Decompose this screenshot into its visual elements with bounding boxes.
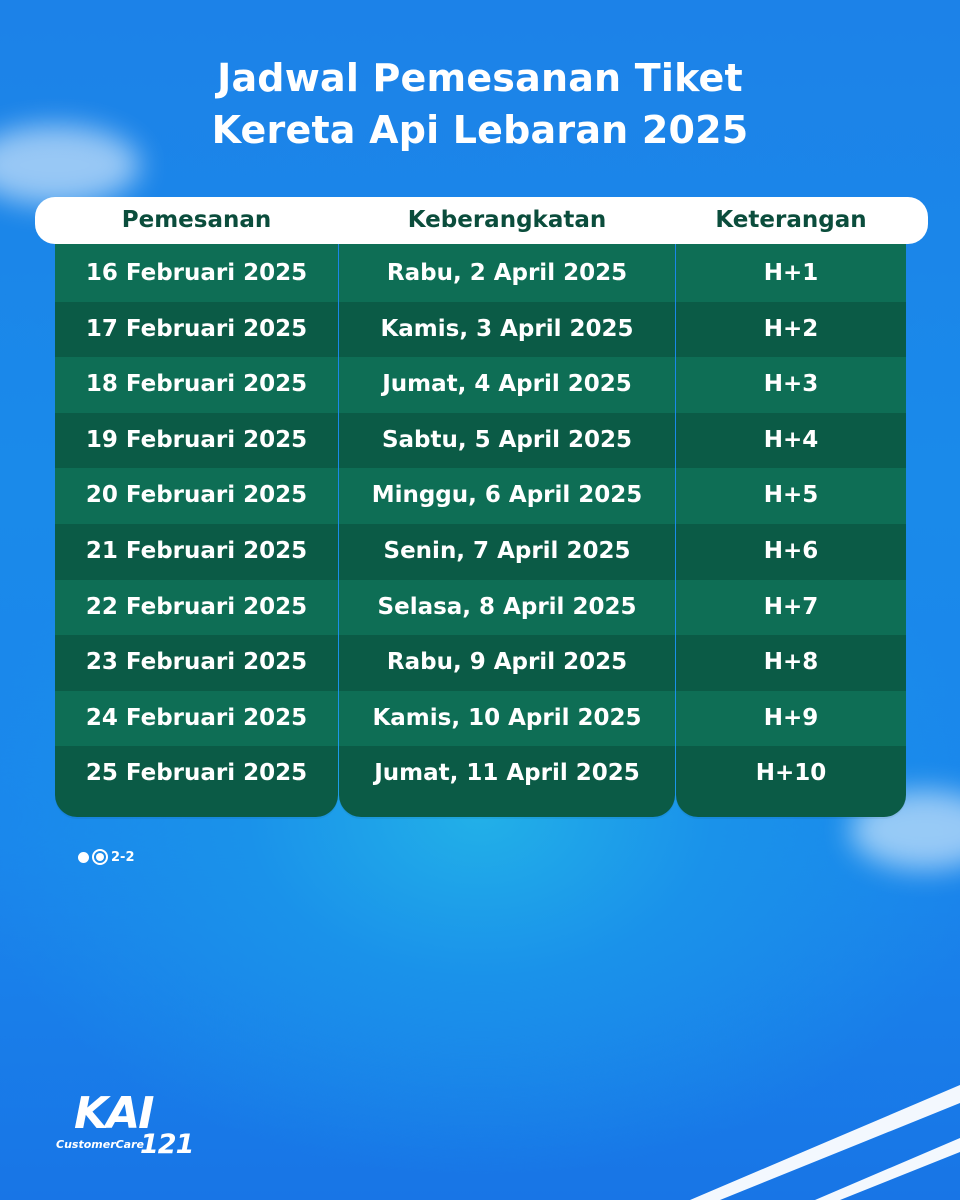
cell-keberangkatan: Minggu, 6 April 2025	[339, 468, 675, 524]
cell-pemesanan: 23 Februari 2025	[55, 635, 338, 691]
column-keberangkatan	[339, 225, 675, 817]
cell-pemesanan: 18 Februari 2025	[55, 357, 338, 413]
column-keterangan	[676, 225, 906, 817]
cell-keterangan: H+9	[676, 691, 906, 747]
logo-number: 121	[140, 1129, 194, 1160]
cell-keberangkatan: Kamis, 10 April 2025	[339, 691, 675, 747]
active-dot-icon	[92, 849, 108, 865]
cell-keberangkatan: Rabu, 2 April 2025	[339, 246, 675, 302]
dot-icon	[78, 852, 89, 863]
page-indicator-text: 2-2	[111, 849, 135, 865]
cell-pemesanan: 21 Februari 2025	[55, 524, 338, 580]
cell-pemesanan: 16 Februari 2025	[55, 246, 338, 302]
cell-pemesanan: 20 Februari 2025	[55, 468, 338, 524]
cell-keberangkatan: Senin, 7 April 2025	[339, 524, 675, 580]
cell-keberangkatan: Sabtu, 5 April 2025	[339, 413, 675, 469]
cell-pemesanan: 22 Februari 2025	[55, 580, 338, 636]
cell-keterangan: H+4	[676, 413, 906, 469]
cell-keterangan: H+2	[676, 302, 906, 358]
cell-pemesanan: 24 Februari 2025	[55, 691, 338, 747]
cell-keterangan: H+1	[676, 246, 906, 302]
cell-keterangan: H+6	[676, 524, 906, 580]
header-pemesanan: Pemesanan	[121, 207, 272, 233]
cell-keterangan: H+5	[676, 468, 906, 524]
cell-keterangan: H+8	[676, 635, 906, 691]
title-line-1: Jadwal Pemesanan Tiket	[217, 56, 743, 100]
cell-keberangkatan: Selasa, 8 April 2025	[339, 580, 675, 636]
header-keberangkatan: Keberangkatan	[407, 207, 607, 233]
cell-keterangan: H+10	[676, 746, 906, 802]
page-indicator	[78, 847, 135, 867]
logo-brand: KAI	[74, 1088, 153, 1139]
logo-tagline: CustomerCare	[56, 1138, 144, 1151]
cell-keberangkatan: Kamis, 3 April 2025	[339, 302, 675, 358]
cell-keberangkatan: Jumat, 11 April 2025	[339, 746, 675, 802]
kai-customer-care-logo	[56, 1088, 194, 1172]
cell-pemesanan: 17 Februari 2025	[55, 302, 338, 358]
header-keterangan: Keterangan	[715, 207, 867, 233]
title-line-2: Kereta Api Lebaran 2025	[211, 108, 749, 152]
cell-keberangkatan: Jumat, 4 April 2025	[339, 357, 675, 413]
table-header	[35, 197, 928, 244]
cell-pemesanan: 19 Februari 2025	[55, 413, 338, 469]
cell-keterangan: H+3	[676, 357, 906, 413]
cell-pemesanan: 25 Februari 2025	[55, 746, 338, 802]
page-title	[0, 52, 960, 156]
column-pemesanan	[55, 225, 338, 817]
cell-keterangan: H+7	[676, 580, 906, 636]
cell-keberangkatan: Rabu, 9 April 2025	[339, 635, 675, 691]
